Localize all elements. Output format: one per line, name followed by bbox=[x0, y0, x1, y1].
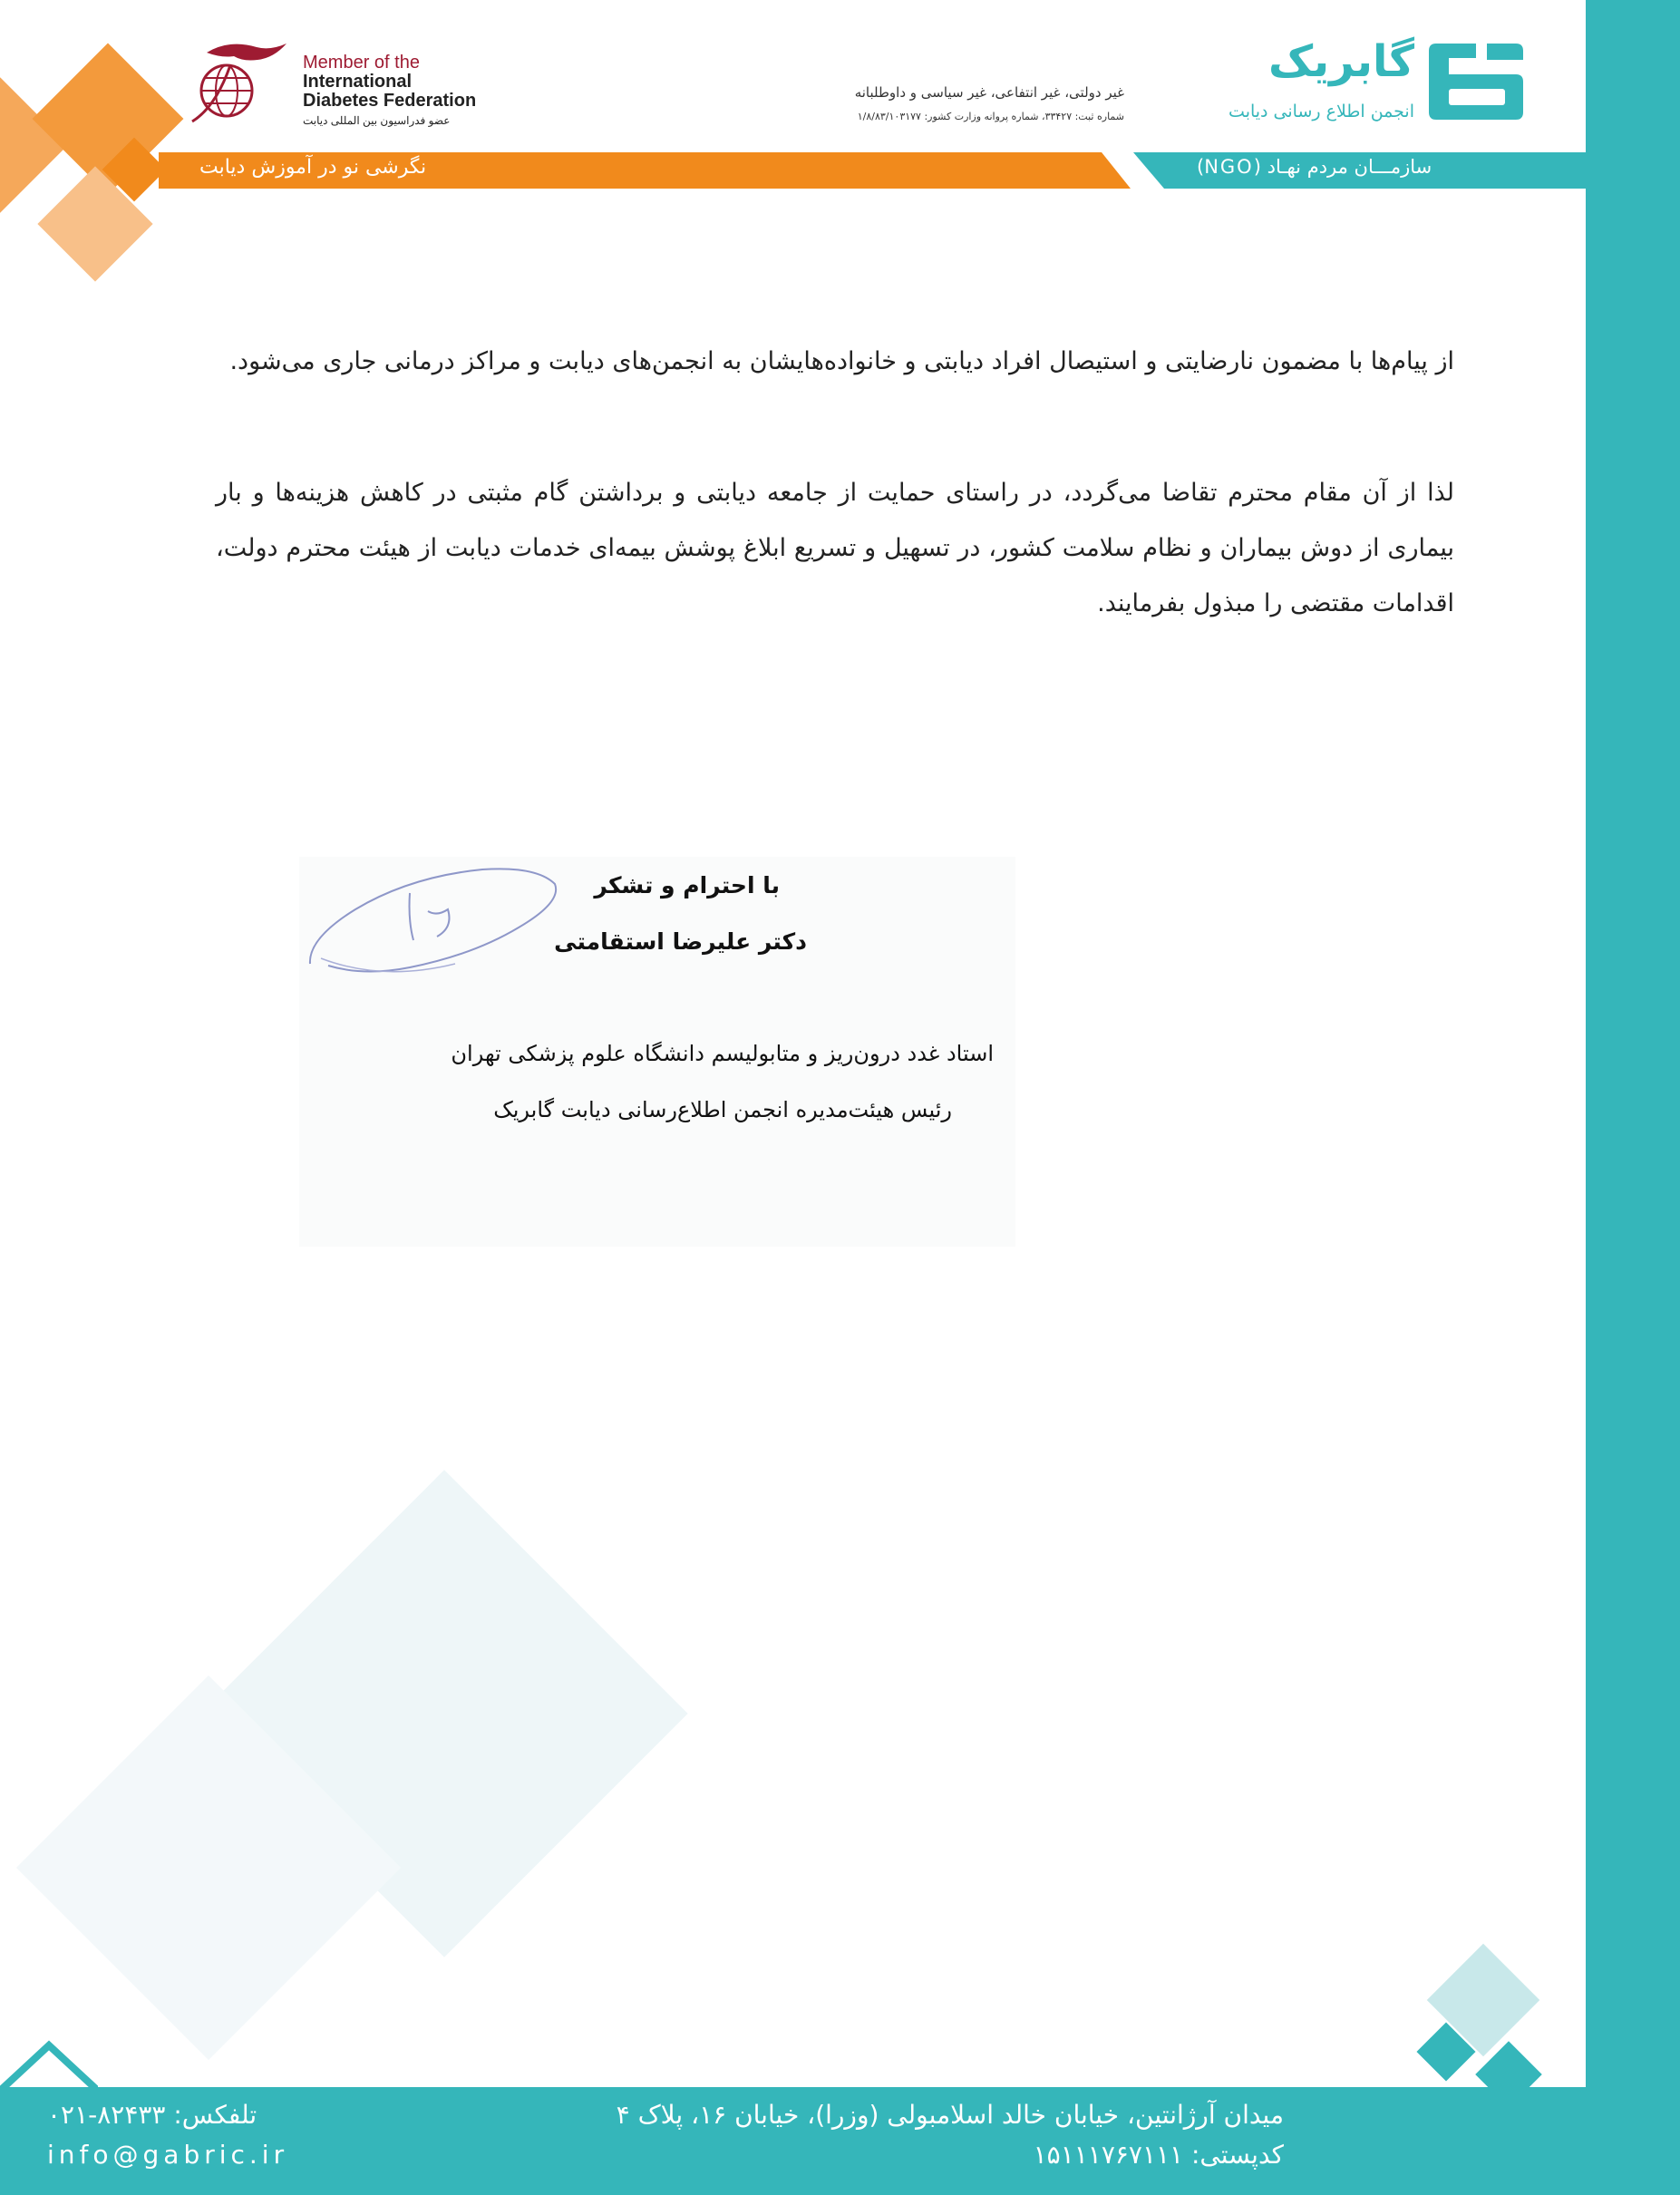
closing-regards: با احترام و تشکر bbox=[594, 872, 780, 898]
signer-name: دکتر علیرضا استقامتی bbox=[554, 928, 807, 955]
right-teal-bar bbox=[1586, 0, 1680, 2195]
gabric-logo-icon bbox=[1423, 40, 1529, 123]
body-paragraph: لذا از آن مقام محترم تقاضا می‌گردد، در راستای حمایت از جامعه دیابتی و برداشتن گام مثبتی در کاهش هزینه‌ها و بار بیماری از دوش بیماران و نظام سلامت کشور، در تسهیل و تسریع ابلاغ پوشش بیمه‌ای خدمات دیابت از هیئت محترم دولت، اقدامات مقتضی را مبذول بفرمایند. bbox=[216, 479, 1454, 617]
signer-position: رئیس هیئت‌مدیره انجمن اطلاع‌رسانی دیابت گابریک bbox=[493, 1097, 952, 1122]
idf-persian-text: عضو فدراسیون بین المللی دیابت bbox=[303, 114, 451, 127]
slogan-text: نگرشی نو در آموزش دیابت bbox=[199, 156, 427, 179]
idf-name-line: International bbox=[303, 72, 413, 92]
registration-text: شماره ثبت: ۳۳۴۲۷، شماره پروانه وزارت کشور: ۱/۸/۸۳/۱۰۳۱۷۷ bbox=[857, 111, 1124, 122]
footer-triangle-decoration bbox=[0, 2040, 98, 2091]
footer-address: میدان آرژانتین، خیابان خالد اسلامبولی (وزرا)، خیابان ۱۶، پلاک ۴ bbox=[616, 2100, 1284, 2130]
ngo-label: سازمـــان مردم نهـاد (NGO) bbox=[1197, 156, 1432, 178]
ngo-status-text: غیر دولتی، غیر انتفاعی، غیر سیاسی و داوطلبانه bbox=[854, 84, 1124, 101]
handwritten-signature bbox=[301, 857, 573, 1002]
gabric-logo-name: گابریک bbox=[1268, 36, 1414, 87]
signer-title: استاد غدد درون‌ریز و متابولیسم دانشگاه علوم پزشکی تهران bbox=[451, 1041, 994, 1066]
footer-postal-code: کدپستی: ۱۵۱۱۱۷۶۷۱۱۱ bbox=[1033, 2140, 1284, 2170]
body-paragraph: از پیام‌ها با مضمون نارضایتی و استیصال افراد دیابتی و خانواده‌هایشان به انجمن‌های دیابت و مراکز درمانی جاری می‌شود. bbox=[229, 347, 1454, 375]
footer-email[interactable]: info@gabric.ir bbox=[47, 2140, 289, 2170]
idf-name-line: Diabetes Federation bbox=[303, 91, 477, 111]
footer-telfax: تلفکس: ۸۲۴۳۳-۰۲۱ bbox=[47, 2100, 257, 2130]
gabric-logo-subtitle: انجمن اطلاع رسانی دیابت bbox=[1228, 102, 1414, 121]
idf-member-text: Member of the bbox=[303, 53, 420, 73]
idf-logo-icon bbox=[180, 34, 297, 125]
